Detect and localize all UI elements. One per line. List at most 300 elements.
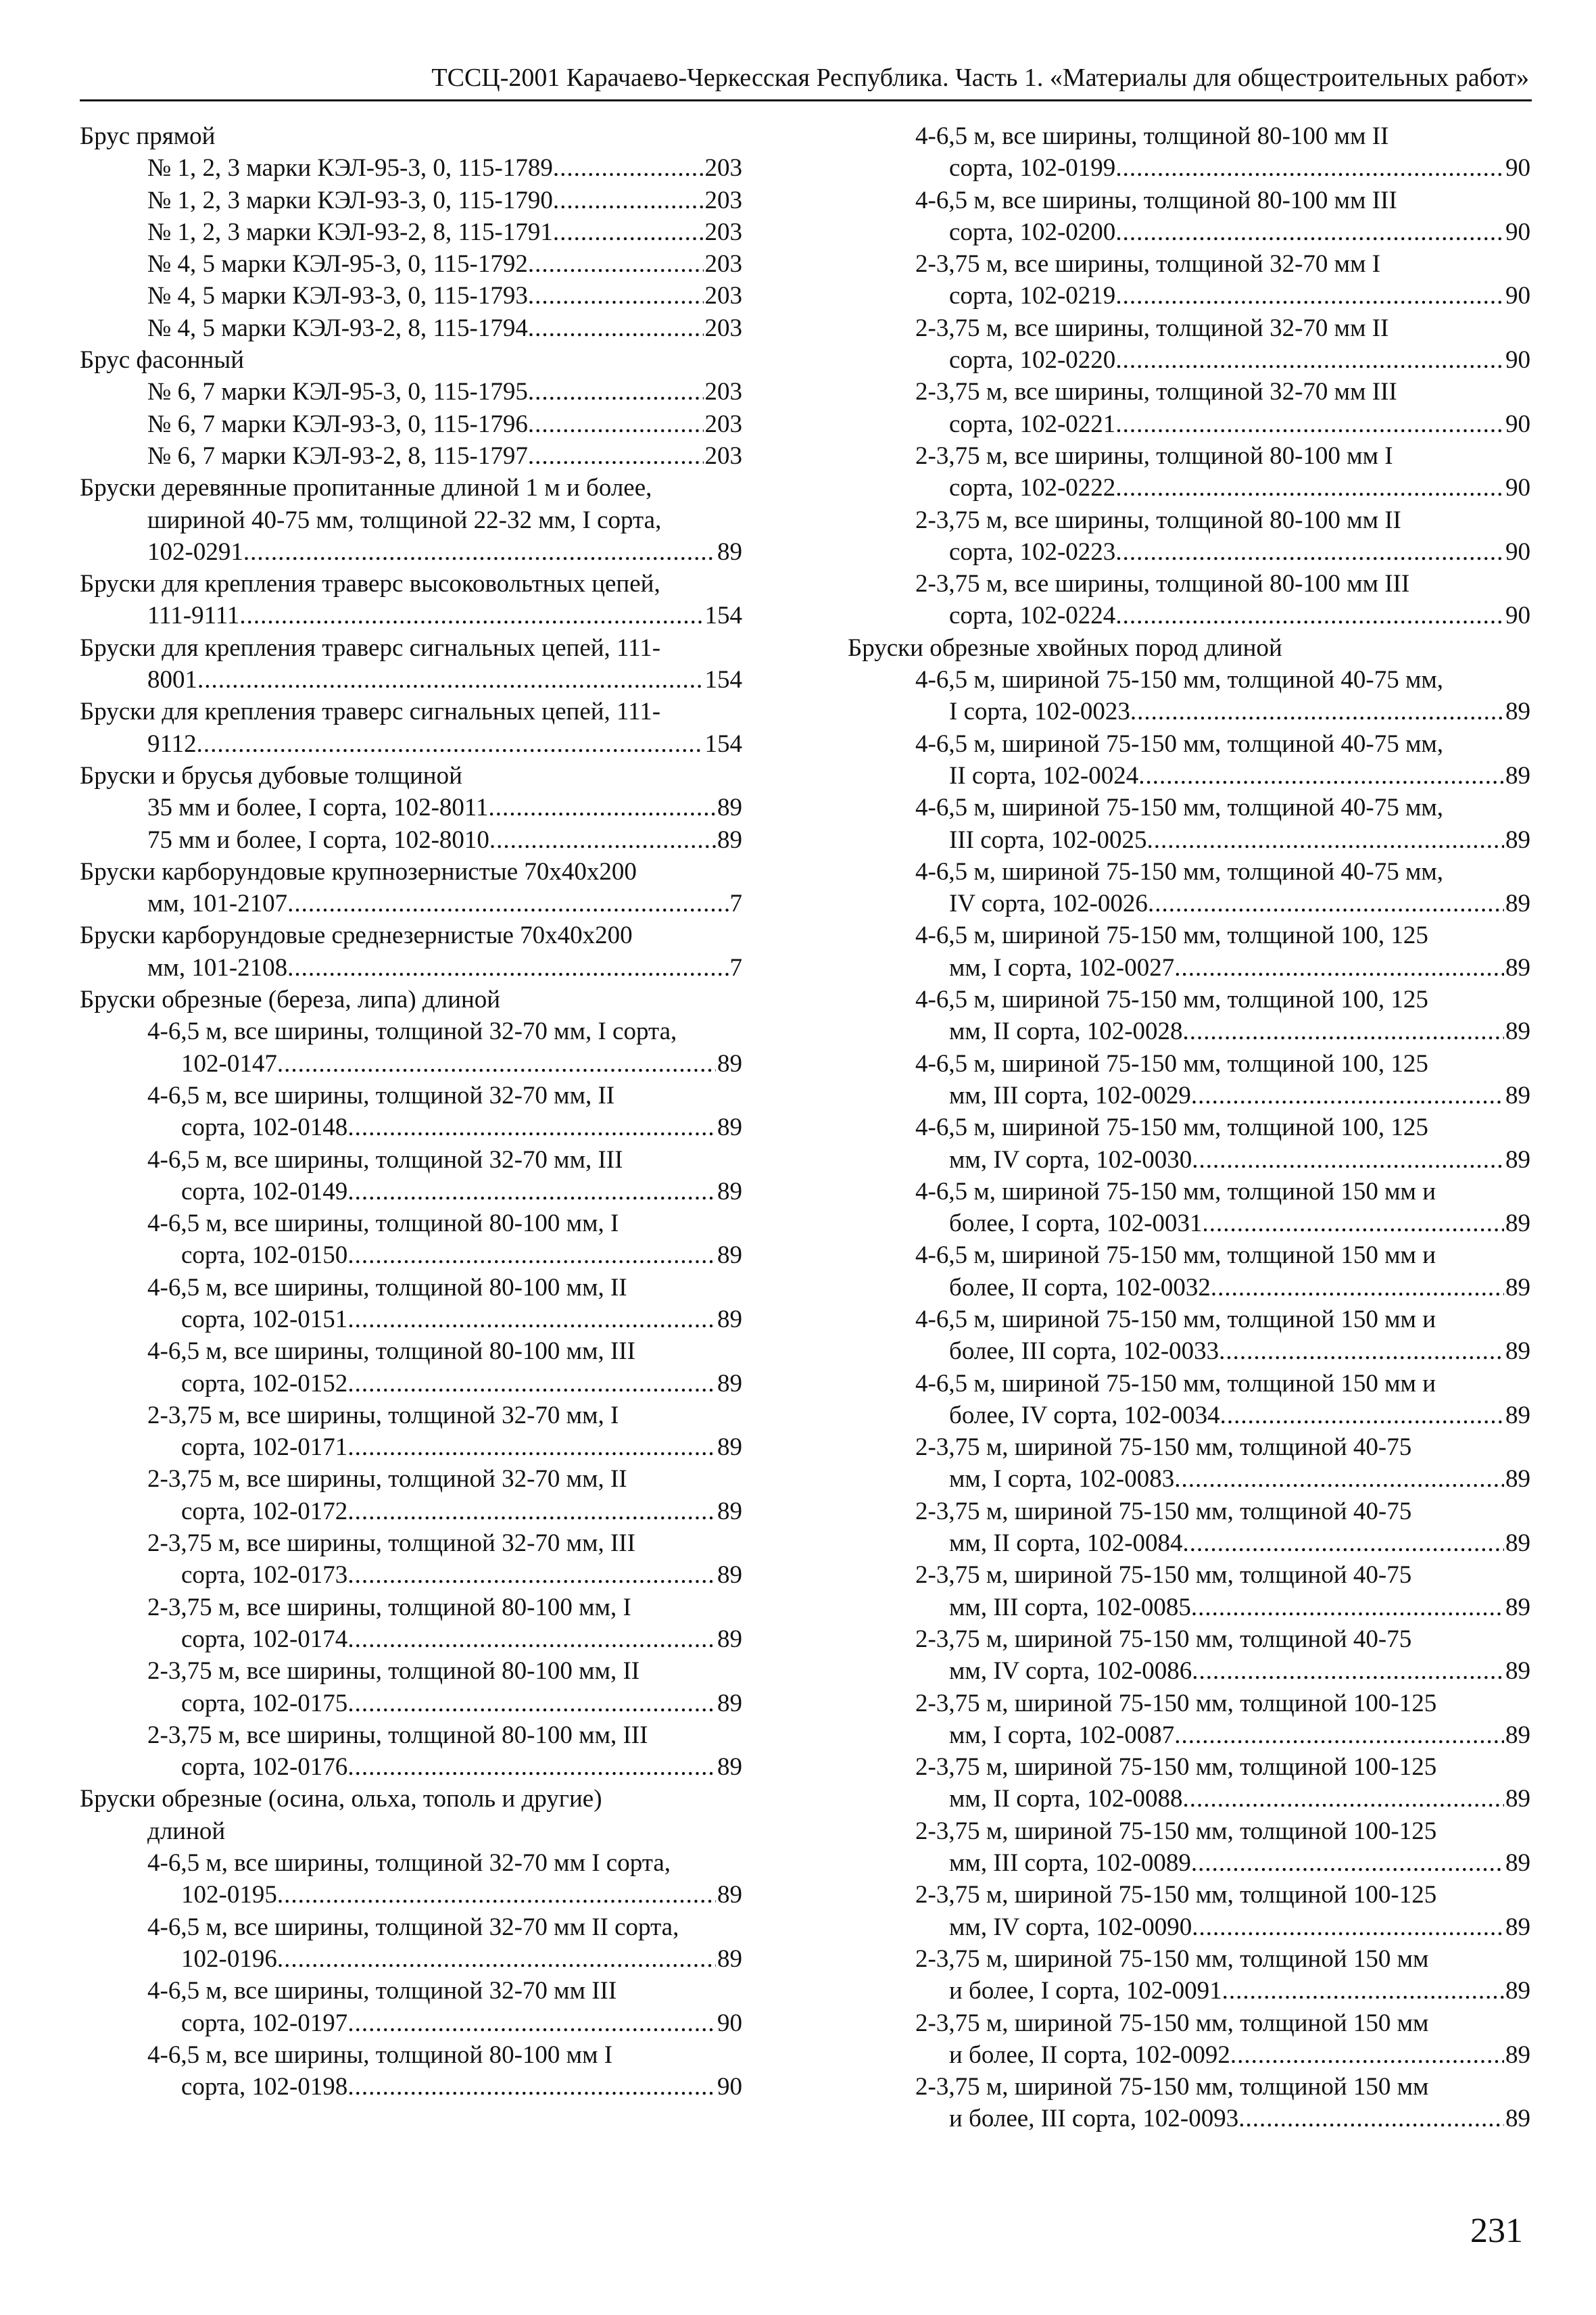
index-entry [147,152,742,184]
dot-leader [1191,1847,1504,1879]
index-entry [181,1048,742,1080]
index-entry-page: 90 [717,2009,742,2037]
dot-leader [1115,536,1504,568]
index-entry [147,536,742,568]
index-entry-page: 7 [729,953,742,982]
index-entry-text: мм, 101-2108 [147,953,288,982]
dot-leader [553,216,704,248]
index-entry [949,472,1530,504]
index-entry-text: более, I сорта, 102-0031 [949,1210,1203,1238]
index-entry-page: 89 [717,1944,742,1973]
index-entry [147,216,742,248]
index-entry-page: 89 [1505,953,1530,982]
index-entry-page: 7 [729,890,742,918]
dot-leader [1174,1719,1504,1751]
index-heading: Бруски деревянные пропитанные длиной 1 м и более, [80,474,652,502]
index-subheading: 2-3,75 м, все ширины, толщиной 80-100 мм, I [147,1593,631,1621]
index-heading: Брус фасонный [80,346,245,375]
index-entry-text: сорта, 102-0150 [181,1241,348,1270]
dot-leader [347,1112,716,1143]
index-entry [949,536,1530,568]
dot-leader [197,664,704,696]
index-subheading: 2-3,75 м, все ширины, толщиной 80-100 мм I [915,441,1393,470]
index-heading: Бруски для крепления траверс сигнальных цепей, 111- [80,698,661,726]
index-subheading: 2-3,75 м, шириной 75-150 мм, толщиной 150 мм [915,2073,1429,2101]
index-entry [949,1144,1530,1176]
index-entry-text: 9112 [147,730,197,758]
index-entry-page: 89 [1505,1210,1530,1238]
index-heading: Бруски для крепления траверс сигнальных цепей, 111- [80,634,661,662]
dot-leader [1115,152,1504,184]
index-heading: Брус прямой [80,122,216,150]
index-entry [949,600,1530,631]
index-entry-page: 89 [717,1497,742,1525]
index-subheading: 4-6,5 м, все ширины, толщиной 32-70 мм, I сорта, [147,1018,677,1046]
index-entry-text: мм, III сорта, 102-0029 [949,1081,1191,1109]
dot-leader [553,185,704,216]
index-entry-text: сорта, 102-0197 [181,2009,348,2037]
index-subheading: 2-3,75 м, все ширины, толщиной 80-100 мм III [915,570,1410,598]
index-subheading: 2-3,75 м, все ширины, толщиной 80-100 мм, III [147,1721,648,1749]
index-entry-text: № 1, 2, 3 марки КЭЛ-95-3, 0, 115-1789 [147,154,553,183]
index-entry-page: 89 [717,1625,742,1653]
index-entry [949,216,1530,248]
index-entry-page: 89 [717,1177,742,1206]
index-entry-page: 154 [704,666,742,694]
dot-leader [1203,1208,1504,1239]
index-entry [181,1623,742,1655]
index-column-right [848,120,1530,2135]
dot-leader [1183,1783,1504,1815]
index-entry [181,1496,742,1527]
index-entry-page: 89 [717,1305,742,1333]
index-entry [949,152,1530,184]
dot-leader [1219,1335,1504,1367]
index-entry [147,888,742,920]
dot-leader [1147,824,1504,856]
index-entry-page: 89 [1505,1401,1530,1429]
index-entry-text: мм, IV сорта, 102-0030 [949,1145,1192,1174]
index-entry-page: 89 [717,538,742,566]
dot-leader [347,1688,716,1719]
index-entry [181,1688,742,1719]
index-entry-page: 89 [1505,890,1530,918]
index-subheading: шириной 40-75 мм, толщиной 22-32 мм, I сорта, [147,506,662,534]
index-entry-page: 89 [1505,1913,1530,1941]
index-entry-page: 89 [717,1433,742,1462]
index-entry-page: 203 [704,218,742,246]
dot-leader [1222,1975,1504,2007]
index-entry [949,1655,1530,1687]
index-subheading: 4-6,5 м, все ширины, толщиной 32-70 мм I сорта, [147,1849,671,1878]
index-entry [181,1368,742,1400]
index-entry-text: мм, II сорта, 102-0084 [949,1529,1183,1558]
index-subheading: 4-6,5 м, шириной 75-150 мм, толщиной 100, 125 [915,986,1428,1014]
index-entry-page: 203 [704,282,742,310]
index-subheading: 2-3,75 м, все ширины, толщиной 32-70 мм, I [147,1401,619,1429]
index-entry-page: 89 [1505,1337,1530,1366]
index-entry [949,1847,1530,1879]
index-entry [949,1783,1530,1815]
dot-leader [277,1943,716,1975]
index-entry-text: 102-0147 [181,1049,277,1078]
index-subheading: 2-3,75 м, шириной 75-150 мм, толщиной 40-75 [915,1625,1412,1653]
index-entry-text: более, II сорта, 102-0032 [949,1273,1211,1302]
index-subheading: 4-6,5 м, шириной 75-150 мм, толщиной 100, 125 [915,1114,1428,1142]
index-entry [949,888,1530,920]
dot-leader [347,1304,716,1335]
index-entry-text: и более, II сорта, 102-0092 [949,2040,1230,2069]
index-entry-page: 89 [717,1753,742,1782]
dot-leader [1192,1655,1504,1687]
dot-leader [1230,2039,1504,2071]
index-entry-page: 203 [704,154,742,183]
index-entry-text: сорта, 102-0223 [949,538,1116,566]
index-entry-text: № 4, 5 марки КЭЛ-93-3, 0, 115-1793 [147,282,528,310]
index-entry-page: 89 [1505,761,1530,790]
index-subheading: 4-6,5 м, все ширины, толщиной 80-100 мм II [915,122,1389,150]
index-subheading: 4-6,5 м, шириной 75-150 мм, толщиной 100, 125 [915,922,1428,950]
dot-leader [197,728,704,760]
index-entry [949,1016,1530,1047]
index-subheading: 2-3,75 м, все ширины, толщиной 32-70 мм III [915,378,1397,406]
index-subheading: 2-3,75 м, шириной 75-150 мм, толщиной 100-125 [915,1881,1437,1909]
index-heading: Бруски обрезные хвойных пород длиной [848,634,1282,662]
index-subheading: 4-6,5 м, шириной 75-150 мм, толщиной 40-75 мм, [915,857,1444,886]
index-entry-text: № 6, 7 марки КЭЛ-93-2, 8, 115-1797 [147,441,528,470]
index-entry-page: 203 [704,314,742,342]
dot-leader [347,2007,716,2039]
dot-leader [1115,216,1504,248]
index-heading: Бруски обрезные (береза, липа) длиной [80,986,501,1014]
dot-leader [489,792,716,824]
dot-leader [1183,1527,1504,1559]
index-entry-text: сорта, 102-0148 [181,1114,348,1142]
dot-leader [1192,1911,1504,1943]
index-entry [147,952,742,984]
index-entry-text: 102-0195 [181,1881,277,1909]
index-entry-text: сорта, 102-0200 [949,218,1116,246]
index-entry-text: сорта, 102-0221 [949,410,1116,438]
index-entry-text: 102-0291 [147,538,243,566]
index-subheading: 2-3,75 м, шириной 75-150 мм, толщиной 40-75 [915,1561,1412,1590]
index-entry [147,824,742,856]
index-entry-page: 89 [717,1114,742,1142]
index-subheading: 2-3,75 м, все ширины, толщиной 32-70 мм, III [147,1529,635,1558]
index-entry-text: сорта, 102-0224 [949,602,1116,630]
index-entry [949,952,1530,984]
index-entry [147,600,742,631]
index-entry-page: 90 [717,2073,742,2101]
index-entry-text: более, III сорта, 102-0033 [949,1337,1219,1366]
index-entry [147,408,742,440]
dot-leader [1115,280,1504,312]
index-entry-text: сорта, 102-0222 [949,474,1116,502]
index-column-left [80,120,742,2103]
index-subheading: 4-6,5 м, все ширины, толщиной 32-70 мм III [147,1977,617,2005]
index-entry [949,1208,1530,1239]
index-entry-page: 154 [704,602,742,630]
index-entry-page: 89 [1505,1081,1530,1109]
index-subheading: 2-3,75 м, все ширины, толщиной 80-100 мм II [915,506,1401,534]
index-entry-text: 8001 [147,666,197,694]
index-subheading: 4-6,5 м, все ширины, толщиной 80-100 мм III [915,186,1397,214]
index-entry [949,1911,1530,1943]
index-entry-text: мм, III сорта, 102-0085 [949,1593,1191,1621]
index-entry-text: № 1, 2, 3 марки КЭЛ-93-3, 0, 115-1790 [147,186,553,214]
index-entry-page: 89 [1505,1273,1530,1302]
index-entry [181,2007,742,2039]
index-entry-text: сорта, 102-0149 [181,1177,348,1206]
index-subheading: 2-3,75 м, шириной 75-150 мм, толщиной 150 мм [915,2009,1429,2037]
index-entry [181,1239,742,1271]
index-entry-page: 89 [1505,1785,1530,1813]
index-entry [949,1975,1530,2007]
index-entry-text: 111-9111 [147,602,240,630]
index-entry-text: сорта, 102-0176 [181,1753,348,1782]
index-entry-text: мм, II сорта, 102-0028 [949,1018,1183,1046]
index-subheading: 2-3,75 м, шириной 75-150 мм, толщиной 100-125 [915,1817,1437,1845]
index-subheading: 2-3,75 м, шириной 75-150 мм, толщиной 40-75 [915,1497,1412,1525]
index-entry-page: 154 [704,730,742,758]
dot-leader [528,312,704,344]
index-entry-text: № 1, 2, 3 марки КЭЛ-93-2, 8, 115-1791 [147,218,553,246]
dot-leader [1183,1016,1504,1047]
index-entry-text: сорта, 102-0172 [181,1497,348,1525]
index-entry-page: 203 [704,441,742,470]
dot-leader [528,280,704,312]
index-entry-text: сорта, 102-0173 [181,1561,348,1590]
dot-leader [1238,2103,1504,2134]
index-entry-page: 89 [1505,2040,1530,2069]
index-entry-text: мм, IV сорта, 102-0090 [949,1913,1192,1941]
dot-leader [1174,952,1504,984]
index-entry-page: 90 [1505,282,1530,310]
index-subheading: длиной [147,1817,226,1845]
dot-leader [277,1879,716,1911]
dot-leader [1191,1592,1504,1623]
dot-leader [1148,888,1504,920]
index-entry [181,1176,742,1208]
index-entry [181,1112,742,1143]
index-subheading: 2-3,75 м, шириной 75-150 мм, толщиной 100-125 [915,1689,1437,1717]
index-entry [949,824,1530,856]
index-subheading: 4-6,5 м, все ширины, толщиной 80-100 мм, I [147,1210,619,1238]
index-entry [147,376,742,408]
dot-leader [347,1623,716,1655]
index-heading: Бруски обрезные (осина, ольха, тополь и другие) [80,1785,602,1813]
index-entry-page: 89 [717,1689,742,1717]
index-entry [147,792,742,824]
index-entry-text: мм, III сорта, 102-0089 [949,1849,1191,1878]
index-entry [949,1463,1530,1495]
index-entry-page: 90 [1505,538,1530,566]
index-subheading: 4-6,5 м, шириной 75-150 мм, толщиной 40-75 мм, [915,666,1444,694]
dot-leader [1115,600,1504,631]
index-entry-page: 90 [1505,602,1530,630]
dot-leader [1191,1080,1504,1112]
dot-leader [287,888,728,920]
dot-leader [1192,1144,1504,1176]
dot-leader [347,1496,716,1527]
dot-leader [347,1368,716,1400]
dot-leader [528,408,704,440]
index-entry-text: 75 мм и более, I сорта, 102-8010 [147,826,489,854]
index-entry-page: 90 [1505,474,1530,502]
index-subheading: 4-6,5 м, все ширины, толщиной 32-70 мм II сорта, [147,1913,679,1941]
index-entry-page: 89 [1505,1018,1530,1046]
index-subheading: 2-3,75 м, шириной 75-150 мм, толщиной 150 мм [915,1944,1429,1973]
index-entry-page: 89 [1505,2105,1530,2133]
index-entry-page: 89 [717,1881,742,1909]
index-entry-text: мм, I сорта, 102-0027 [949,953,1175,982]
dot-leader [347,1751,716,1783]
index-entry-page: 90 [1505,154,1530,183]
dot-leader [277,1048,716,1080]
index-entry-page: 203 [704,410,742,438]
index-entry [147,185,742,216]
dot-leader [1115,344,1504,376]
index-entry [181,1943,742,1975]
index-subheading: 4-6,5 м, все ширины, толщиной 80-100 мм, II [147,1273,627,1302]
index-entry-text: сорта, 102-0220 [949,346,1116,375]
index-entry-page: 89 [1505,1977,1530,2005]
dot-leader [1174,1463,1504,1495]
index-entry-page: 203 [704,378,742,406]
index-entry [949,2039,1530,2071]
index-entry [181,1751,742,1783]
index-entry-text: сорта, 102-0199 [949,154,1116,183]
dot-leader [347,1176,716,1208]
index-entry [181,1879,742,1911]
dot-leader [1130,696,1504,727]
index-subheading: 2-3,75 м, все ширины, толщиной 32-70 мм I [915,250,1381,279]
index-entry [949,408,1530,440]
index-entry-page: 89 [717,826,742,854]
index-entry-page: 203 [704,250,742,279]
index-entry-page: 89 [717,1369,742,1398]
index-subheading: 4-6,5 м, шириной 75-150 мм, толщиной 150 мм и [915,1177,1436,1206]
index-entry [181,1304,742,1335]
dot-leader [243,536,716,568]
dot-leader [1115,472,1504,504]
index-subheading: 4-6,5 м, все ширины, толщиной 80-100 мм I [147,2040,613,2069]
index-entry-page: 89 [717,1561,742,1590]
index-entry [949,1719,1530,1751]
index-entry-text: мм, II сорта, 102-0088 [949,1785,1183,1813]
index-entry [147,312,742,344]
index-entry [949,1592,1530,1623]
index-heading: Бруски карборундовые крупнозернистые 70х40х200 [80,857,637,886]
dot-leader [1220,1400,1504,1431]
index-entry [147,248,742,280]
index-entry-text: сорта, 102-0198 [181,2073,348,2101]
index-entry-page: 89 [1505,1145,1530,1174]
dot-leader [347,2071,716,2103]
index-entry-page: 89 [717,794,742,822]
index-entry-text: и более, III сорта, 102-0093 [949,2105,1239,2133]
index-entry-text: IV сорта, 102-0026 [949,890,1148,918]
index-entry [949,760,1530,792]
index-entry-page: 89 [1505,698,1530,726]
index-subheading: 4-6,5 м, шириной 75-150 мм, толщиной 150 мм и [915,1369,1436,1398]
index-entry [181,2071,742,2103]
index-heading: Бруски и брусья дубовые толщиной [80,761,462,790]
index-subheading: 4-6,5 м, все ширины, толщиной 32-70 мм, II [147,1081,615,1109]
dot-leader [1115,408,1504,440]
header-title: ТССЦ-2001 Карачаево-Черкесская Республика. Часть 1. «Материалы для общестроительных работ» [431,64,1529,92]
dot-leader [528,248,704,280]
index-entry-text: и более, I сорта, 102-0091 [949,1977,1222,2005]
index-entry-page: 89 [1505,1593,1530,1621]
index-entry-text: № 6, 7 марки КЭЛ-93-3, 0, 115-1796 [147,410,528,438]
index-entry [147,440,742,472]
index-entry-page: 90 [1505,410,1530,438]
index-entry-page: 89 [1505,826,1530,854]
dot-leader [347,1431,716,1463]
index-entry-text: № 4, 5 марки КЭЛ-93-2, 8, 115-1794 [147,314,528,342]
dot-leader [347,1559,716,1591]
dot-leader [287,952,728,984]
index-entry-text: сорта, 102-0175 [181,1689,348,1717]
index-subheading: 2-3,75 м, шириной 75-150 мм, толщиной 40-75 [915,1433,1412,1462]
index-entry-text: сорта, 102-0152 [181,1369,348,1398]
index-subheading: 4-6,5 м, шириной 75-150 мм, толщиной 100, 125 [915,1049,1428,1078]
index-subheading: 4-6,5 м, все ширины, толщиной 32-70 мм, III [147,1145,623,1174]
index-entry [181,1559,742,1591]
index-entry-page: 89 [1505,1529,1530,1558]
index-entry-text: сорта, 102-0171 [181,1433,348,1462]
index-entry-page: 89 [717,1049,742,1078]
dot-leader [239,600,703,631]
index-entry [147,664,742,696]
index-entry [949,1080,1530,1112]
dot-leader [528,440,704,472]
index-entry-text: № 4, 5 марки КЭЛ-95-3, 0, 115-1792 [147,250,528,279]
index-entry [147,728,742,760]
dot-leader [489,824,716,856]
index-entry [949,1335,1530,1367]
index-entry-text: мм, I сорта, 102-0087 [949,1721,1175,1749]
index-entry-page: 89 [1505,1657,1530,1686]
index-entry-text: III сорта, 102-0025 [949,826,1147,854]
index-subheading: 2-3,75 м, шириной 75-150 мм, толщиной 100-125 [915,1753,1437,1782]
dot-leader [553,152,704,184]
dot-leader [528,376,704,408]
index-entry-text: сорта, 102-0219 [949,282,1116,310]
index-entry-text: № 6, 7 марки КЭЛ-95-3, 0, 115-1795 [147,378,528,406]
index-subheading: 2-3,75 м, все ширины, толщиной 32-70 мм II [915,314,1389,342]
page-number: 231 [1470,2212,1523,2250]
index-entry-text: мм, I сорта, 102-0083 [949,1465,1175,1494]
index-subheading: 4-6,5 м, все ширины, толщиной 80-100 мм, III [147,1337,635,1366]
index-entry-text: сорта, 102-0151 [181,1305,348,1333]
index-entry-page: 89 [1505,1465,1530,1494]
index-entry-page: 90 [1505,218,1530,246]
index-entry-text: сорта, 102-0174 [181,1625,348,1653]
index-subheading: 4-6,5 м, шириной 75-150 мм, толщиной 40-75 мм, [915,794,1444,822]
index-subheading: 4-6,5 м, шириной 75-150 мм, толщиной 150 мм и [915,1241,1436,1270]
index-entry [181,1431,742,1463]
index-entry [949,280,1530,312]
index-heading: Бруски для крепления траверс высоковольтных цепей, [80,570,660,598]
index-subheading: 4-6,5 м, шириной 75-150 мм, толщиной 40-75 мм, [915,730,1444,758]
index-entry [949,1400,1530,1431]
index-entry [949,696,1530,727]
dot-leader [1138,760,1504,792]
index-entry-page: 203 [704,186,742,214]
index-heading: Бруски карборундовые среднезернистые 70х40х200 [80,922,633,950]
